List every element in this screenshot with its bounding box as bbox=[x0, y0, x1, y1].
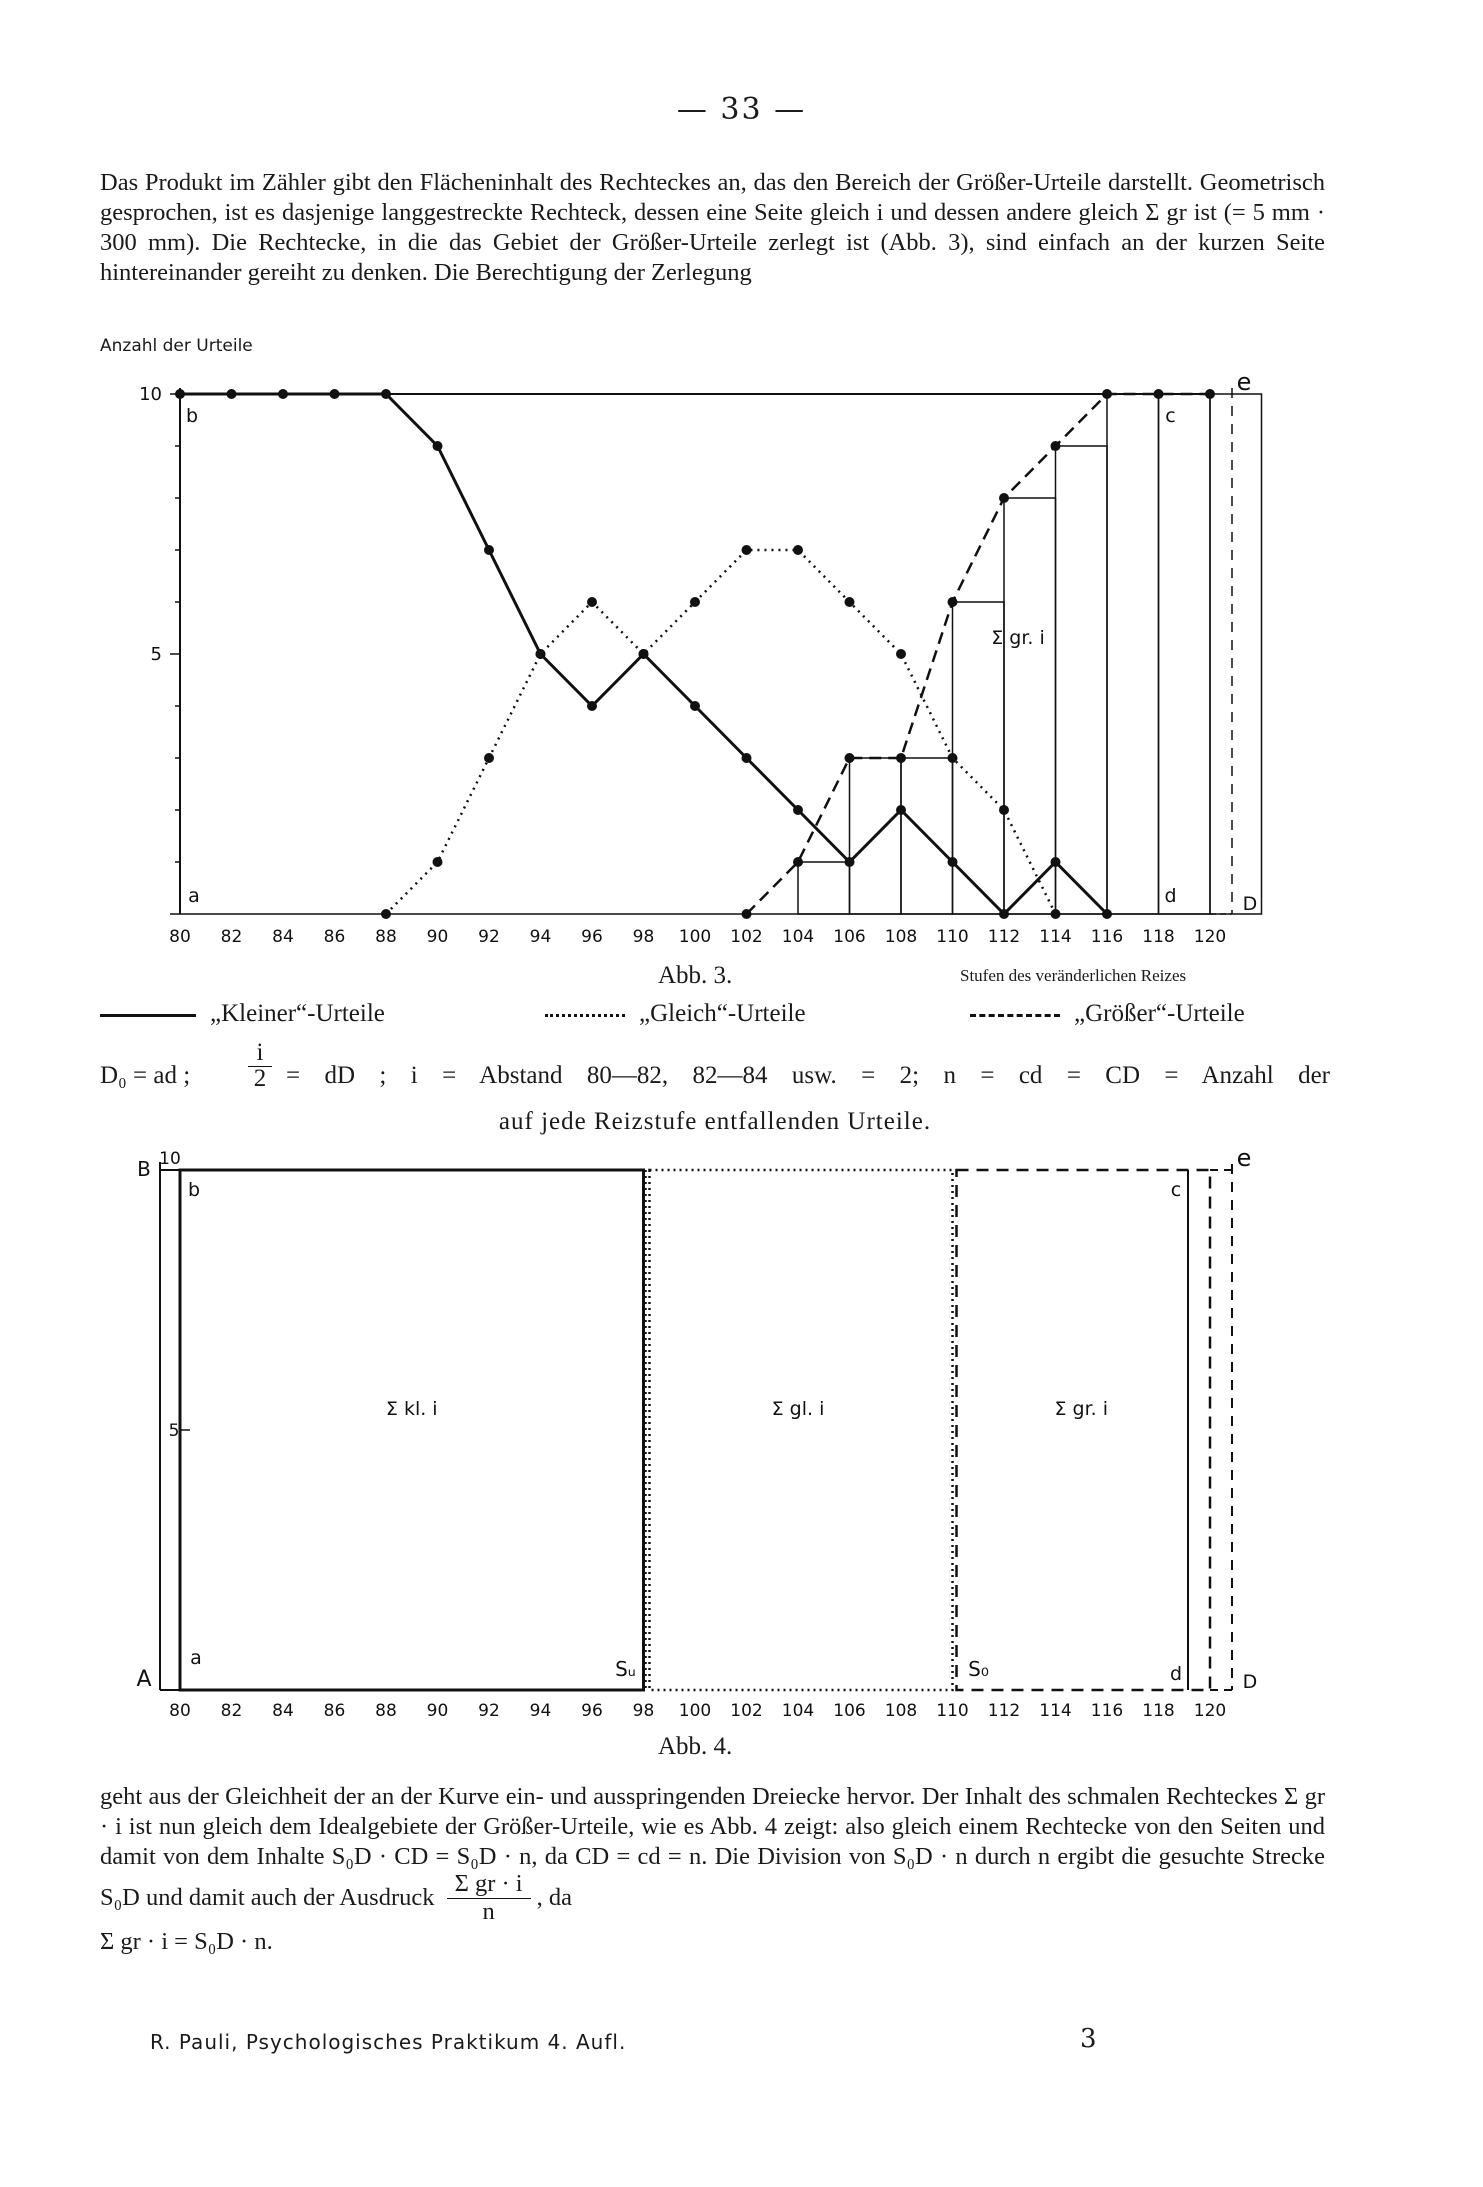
legend-solid-line bbox=[100, 1014, 196, 1017]
groesser-bar bbox=[1004, 498, 1056, 914]
x-tick-label: 106 bbox=[833, 927, 866, 947]
series-dotted-point bbox=[793, 545, 803, 555]
x-tick-label: 110 bbox=[936, 1701, 969, 1721]
x-tick-label: 114 bbox=[1039, 927, 1072, 947]
series-dashed-point bbox=[742, 909, 752, 919]
series-dotted-point bbox=[742, 545, 752, 555]
label-d: d bbox=[1169, 1663, 1183, 1685]
paragraph-top-text: Das Produkt im Zähler gibt den Flächeninhalt des Rechteckes an, das den Bereich der Größer-Urteile darstellt. Geometrisch gesprochen, ist es dasjenige langgestreckte Rechteck, dessen eine Seite gleich i und dessen andere gleich Σ gr ist (= 5 mm · 300 mm). Die Rechtecke, in die das Gebiet der Größer-Urteile zerlegt ist (Abb. 3), sind einfach an der kurzen Seite hintereinander gereiht zu denken. Die Berechtigung der Zerlegung bbox=[100, 169, 1325, 286]
series-dotted-point bbox=[1051, 909, 1061, 919]
legend-dotted-line bbox=[545, 1014, 625, 1017]
series-dashed-point bbox=[1051, 441, 1061, 451]
area-label-gleich: Σ gl. i bbox=[771, 1398, 825, 1420]
series-solid-point bbox=[587, 701, 597, 711]
label-c: c bbox=[1165, 405, 1176, 427]
label-d: d bbox=[1164, 885, 1177, 907]
label-b: b bbox=[187, 1179, 201, 1201]
legend bbox=[100, 1000, 1330, 1040]
legend-gleich-label: „Gleich“-Urteile bbox=[639, 1000, 806, 1027]
sum-label: Σ gr. i bbox=[991, 627, 1045, 649]
figure3-text bbox=[139, 368, 1257, 947]
area-label-kleiner: Σ kl. i bbox=[385, 1398, 438, 1420]
series-dashed-point bbox=[896, 753, 906, 763]
series-solid-point bbox=[484, 545, 494, 555]
formula-line2: auf jede Reizstufe entfallenden Urteile. bbox=[498, 1108, 932, 1135]
series-dotted-point bbox=[536, 649, 546, 659]
x-tick-label: 88 bbox=[375, 927, 397, 947]
label-B: B bbox=[137, 1157, 151, 1181]
figure3-caption: Abb. 3. bbox=[658, 962, 733, 989]
area-gleich bbox=[650, 1170, 953, 1690]
groesser-bar bbox=[1107, 394, 1159, 914]
x-tick-label: 102 bbox=[730, 927, 763, 947]
x-tick-label: 104 bbox=[781, 1701, 815, 1721]
figure3-x-axis-title: Stufen des veränderlichen Reizes bbox=[960, 966, 1187, 985]
x-tick-label: 84 bbox=[272, 1701, 294, 1721]
legend-kleiner-label: „Kleiner“-Urteile bbox=[210, 1000, 385, 1027]
series-dotted-point bbox=[948, 753, 958, 763]
label-Su: Sᵤ bbox=[615, 1657, 636, 1681]
series-dashed-point bbox=[1154, 389, 1164, 399]
x-tick-label: 112 bbox=[987, 927, 1021, 947]
series-solid-point bbox=[227, 389, 237, 399]
label-a: a bbox=[188, 885, 200, 907]
x-tick-label: 82 bbox=[220, 927, 243, 947]
x-tick-label: 92 bbox=[478, 927, 500, 947]
series-solid-point bbox=[896, 805, 906, 815]
series-solid-point bbox=[433, 441, 443, 451]
label-D: D bbox=[1242, 893, 1258, 915]
figure3-y-axis-title: Anzahl der Urteile bbox=[100, 336, 253, 356]
y-tick-label-10: 10 bbox=[139, 384, 162, 405]
y-tick-label-5: 5 bbox=[168, 1421, 180, 1441]
x-tick-label: 86 bbox=[323, 927, 346, 947]
x-tick-label: 94 bbox=[529, 1701, 552, 1721]
paragraph-top bbox=[100, 168, 1325, 288]
paragraph-bottom-text: geht aus der Gleichheit der an der Kurve ein- und ausspringenden Dreiecke hervor. Der Inhalt des schmalen Rechteckes Σ gr · i ist nun gleich dem Idealgebiete der Größer-Urteile, wie es Abb. 4 zeigt: also gleich einem Rechtecke von den Seiten und damit von dem Inhalte S₀D · CD = S₀D · n, da CD = cd = n. Die Division von S₀D · n durch n ergibt die gesuchte Strecke S₀D und damit auch der Ausdruck bbox=[100, 1783, 1325, 1912]
series-solid-point bbox=[845, 857, 855, 867]
label-e: e bbox=[1236, 1144, 1252, 1172]
footer-left: R. Pauli, Psychologisches Praktikum 4. Aufl. bbox=[150, 2030, 627, 2054]
x-tick-label: 88 bbox=[375, 1701, 397, 1721]
label-So: S₀ bbox=[968, 1657, 989, 1681]
expression-numerator: Σ gr · i bbox=[447, 1870, 531, 1899]
x-tick-label: 82 bbox=[220, 1701, 243, 1721]
footer-right: 3 bbox=[1080, 2024, 1097, 2054]
formula-d0: D₀ = ad ; bbox=[100, 1062, 191, 1089]
groesser-bar bbox=[1210, 394, 1262, 914]
formula-frac-num: i bbox=[248, 1040, 272, 1067]
series-dotted-point bbox=[587, 597, 597, 607]
label-a: a bbox=[190, 1647, 202, 1669]
x-tick-label: 108 bbox=[884, 927, 918, 947]
series-dotted-point bbox=[433, 857, 443, 867]
page-number: — 33 — bbox=[676, 92, 807, 127]
x-tick-label: 118 bbox=[1142, 1701, 1175, 1721]
y-tick-label-10: 10 bbox=[159, 1149, 181, 1169]
expression-denominator: n bbox=[482, 1898, 495, 1925]
label-b: b bbox=[185, 405, 199, 427]
series-solid-point bbox=[1102, 909, 1112, 919]
paragraph-bottom bbox=[100, 1782, 1325, 1957]
figure4-shapes bbox=[160, 1162, 1232, 1690]
series-dotted-point bbox=[845, 597, 855, 607]
figure4-chart bbox=[0, 1130, 1483, 1730]
series-dotted-point bbox=[690, 597, 700, 607]
area-label-groesser: Σ gr. i bbox=[1054, 1398, 1109, 1420]
groesser-bar bbox=[1159, 394, 1211, 914]
series-dashed-point bbox=[1205, 389, 1215, 399]
x-tick-label: 120 bbox=[1193, 927, 1227, 947]
series-dashed-line bbox=[747, 394, 1211, 914]
x-tick-label: 98 bbox=[632, 1701, 655, 1721]
x-tick-label: 90 bbox=[426, 1701, 449, 1721]
y-tick-label-5: 5 bbox=[150, 644, 162, 665]
series-dotted-point bbox=[639, 649, 649, 659]
series-dashed-point bbox=[999, 493, 1009, 503]
area-groesser bbox=[957, 1170, 1211, 1690]
x-tick-label: 94 bbox=[529, 927, 552, 947]
x-tick-label: 98 bbox=[632, 927, 655, 947]
figure3-chart bbox=[0, 360, 1483, 990]
label-D: D bbox=[1242, 1671, 1258, 1693]
series-dashed-point bbox=[1102, 389, 1112, 399]
x-tick-label: 116 bbox=[1090, 927, 1124, 947]
series-solid-point bbox=[948, 857, 958, 867]
x-tick-label: 106 bbox=[833, 1701, 866, 1721]
series-solid-point bbox=[330, 389, 340, 399]
formula-rest: = dD ; i = Abstand 80—82, 82—84 usw. = 2; n = cd = CD = Anzahl der bbox=[286, 1062, 1330, 1089]
x-tick-label: 86 bbox=[323, 1701, 346, 1721]
series-solid-point bbox=[1051, 857, 1061, 867]
label-e: e bbox=[1236, 368, 1252, 396]
series-dotted-point bbox=[381, 909, 391, 919]
label-A: A bbox=[136, 1667, 152, 1692]
legend-gleich bbox=[545, 1000, 806, 1028]
series-solid-point bbox=[381, 389, 391, 399]
x-tick-label: 90 bbox=[426, 927, 449, 947]
x-tick-label: 80 bbox=[169, 927, 191, 947]
x-tick-label: 100 bbox=[678, 1701, 712, 1721]
x-tick-label: 102 bbox=[730, 1701, 763, 1721]
label-c: c bbox=[1170, 1179, 1182, 1201]
series-solid-point bbox=[175, 389, 185, 399]
x-tick-label: 116 bbox=[1090, 1701, 1124, 1721]
x-tick-label: 120 bbox=[1193, 1701, 1227, 1721]
series-dotted-point bbox=[999, 805, 1009, 815]
x-tick-label: 110 bbox=[936, 927, 969, 947]
legend-groesser-label: „Größer“-Urteile bbox=[1074, 1000, 1245, 1027]
series-dashed-point bbox=[948, 597, 958, 607]
groesser-bar bbox=[1056, 446, 1108, 914]
area-kleiner bbox=[180, 1170, 644, 1690]
expression-fraction bbox=[447, 1870, 531, 1925]
formula-fraction bbox=[248, 1040, 272, 1091]
figure4-text bbox=[136, 1144, 1257, 1721]
x-tick-label: 96 bbox=[581, 1701, 603, 1721]
x-tick-label: 96 bbox=[581, 927, 603, 947]
x-tick-label: 100 bbox=[678, 927, 712, 947]
figure3-axes bbox=[170, 388, 1232, 914]
legend-dashed-line bbox=[970, 1014, 1060, 1017]
series-dotted-point bbox=[896, 649, 906, 659]
series-solid-point bbox=[690, 701, 700, 711]
figure4-caption: Abb. 4. bbox=[658, 1733, 733, 1760]
series-dashed-point bbox=[793, 857, 803, 867]
paragraph-bottom-last: Σ gr · i = S₀D · n. bbox=[100, 1928, 273, 1955]
x-tick-label: 80 bbox=[169, 1701, 191, 1721]
groesser-bar bbox=[798, 862, 850, 914]
legend-kleiner bbox=[100, 1000, 385, 1028]
x-tick-label: 118 bbox=[1142, 927, 1175, 947]
series-solid-point bbox=[793, 805, 803, 815]
series-dashed-point bbox=[845, 753, 855, 763]
formula-frac-den: 2 bbox=[253, 1065, 267, 1092]
x-tick-label: 84 bbox=[272, 927, 294, 947]
series-solid-point bbox=[999, 909, 1009, 919]
series-dotted-point bbox=[484, 753, 494, 763]
series-solid-point bbox=[278, 389, 288, 399]
series-solid-point bbox=[742, 753, 752, 763]
x-tick-label: 92 bbox=[478, 1701, 500, 1721]
expression-suffix: , da bbox=[536, 1884, 572, 1912]
legend-groesser bbox=[970, 1000, 1245, 1028]
x-tick-label: 104 bbox=[781, 927, 815, 947]
x-tick-label: 108 bbox=[884, 1701, 918, 1721]
figure3-lines bbox=[175, 389, 1215, 919]
x-tick-label: 112 bbox=[987, 1701, 1021, 1721]
x-tick-label: 114 bbox=[1039, 1701, 1072, 1721]
